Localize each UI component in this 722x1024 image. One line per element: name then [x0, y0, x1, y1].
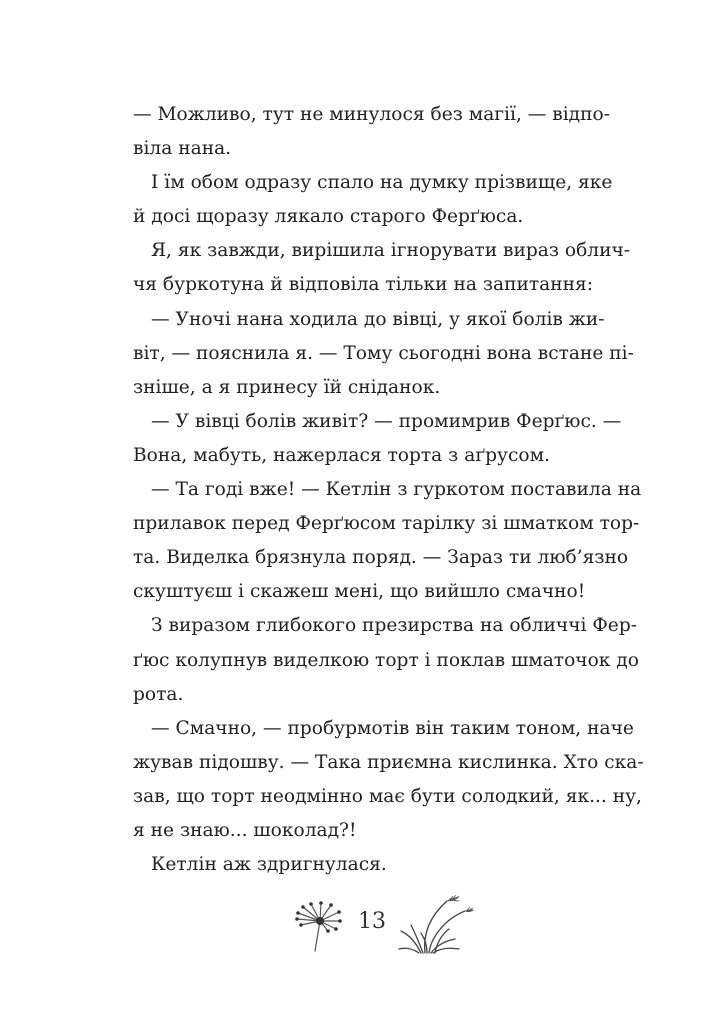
text-line: — Уночі нана ходила до вівці, у якої болів жи-: [151, 308, 605, 330]
text-line: та. Виделка брязнула поряд. — Зараз ти люб’язно: [133, 547, 629, 569]
grass-icon: [395, 895, 475, 955]
text-line: ґюс колупнув виделкою торт і поклав шматочок до: [133, 649, 639, 671]
text-line: Кетлін аж здригнулася.: [151, 854, 387, 876]
text-line: зав, що торт неодмінно має бути солодкий, як... ну,: [133, 785, 642, 807]
text-line: — Та годі вже! — Кетлін з гуркотом поставила на: [151, 479, 642, 501]
text-line: прилавок перед Ферґюсом тарілку зі шматком тор-: [133, 513, 640, 535]
text-line: — Смачно, — пробурмотів він таким тоном, наче: [151, 717, 634, 739]
text-line: віла нана.: [133, 138, 232, 160]
text-line: І їм обом одразу спало на думку прізвище, яке: [151, 172, 613, 194]
text-line: віт, — пояснила я. — Тому сьогодні вона встане пі-: [133, 342, 634, 364]
text-line: зніше, а я принесу їй сніданок.: [133, 376, 441, 398]
body-text: [133, 98, 644, 882]
text-line: жував підошву. — Така приємна кислинка. Хто ска-: [133, 751, 644, 773]
text-line: — У вівці болів живіт? — промимрив Ферґюс. —: [151, 410, 622, 432]
text-line: Вона, мабуть, нажерлася торта з аґрусом.: [133, 444, 550, 466]
page-number: 13: [358, 909, 386, 934]
dandelion-icon: [293, 901, 343, 953]
text-line: Я, як завжди, вирішила ігнорувати вираз облич-: [151, 240, 631, 262]
text-line: я не знаю... шоколад?!: [133, 819, 357, 841]
page-footer: [0, 895, 722, 965]
text-line: чя буркотуна й відповіла тільки на запитання:: [133, 274, 594, 296]
text-line: й досі щоразу лякало старого Ферґюса.: [133, 206, 524, 228]
text-line: скуштуєш і скажеш мені, що вийшло смачно!: [133, 581, 586, 603]
text-line: рота.: [133, 683, 184, 705]
text-line: — Можливо, тут не минулося без магії, — відпо-: [133, 104, 611, 125]
text-line: З виразом глибокого презирства на обличчі Фер-: [151, 615, 637, 637]
